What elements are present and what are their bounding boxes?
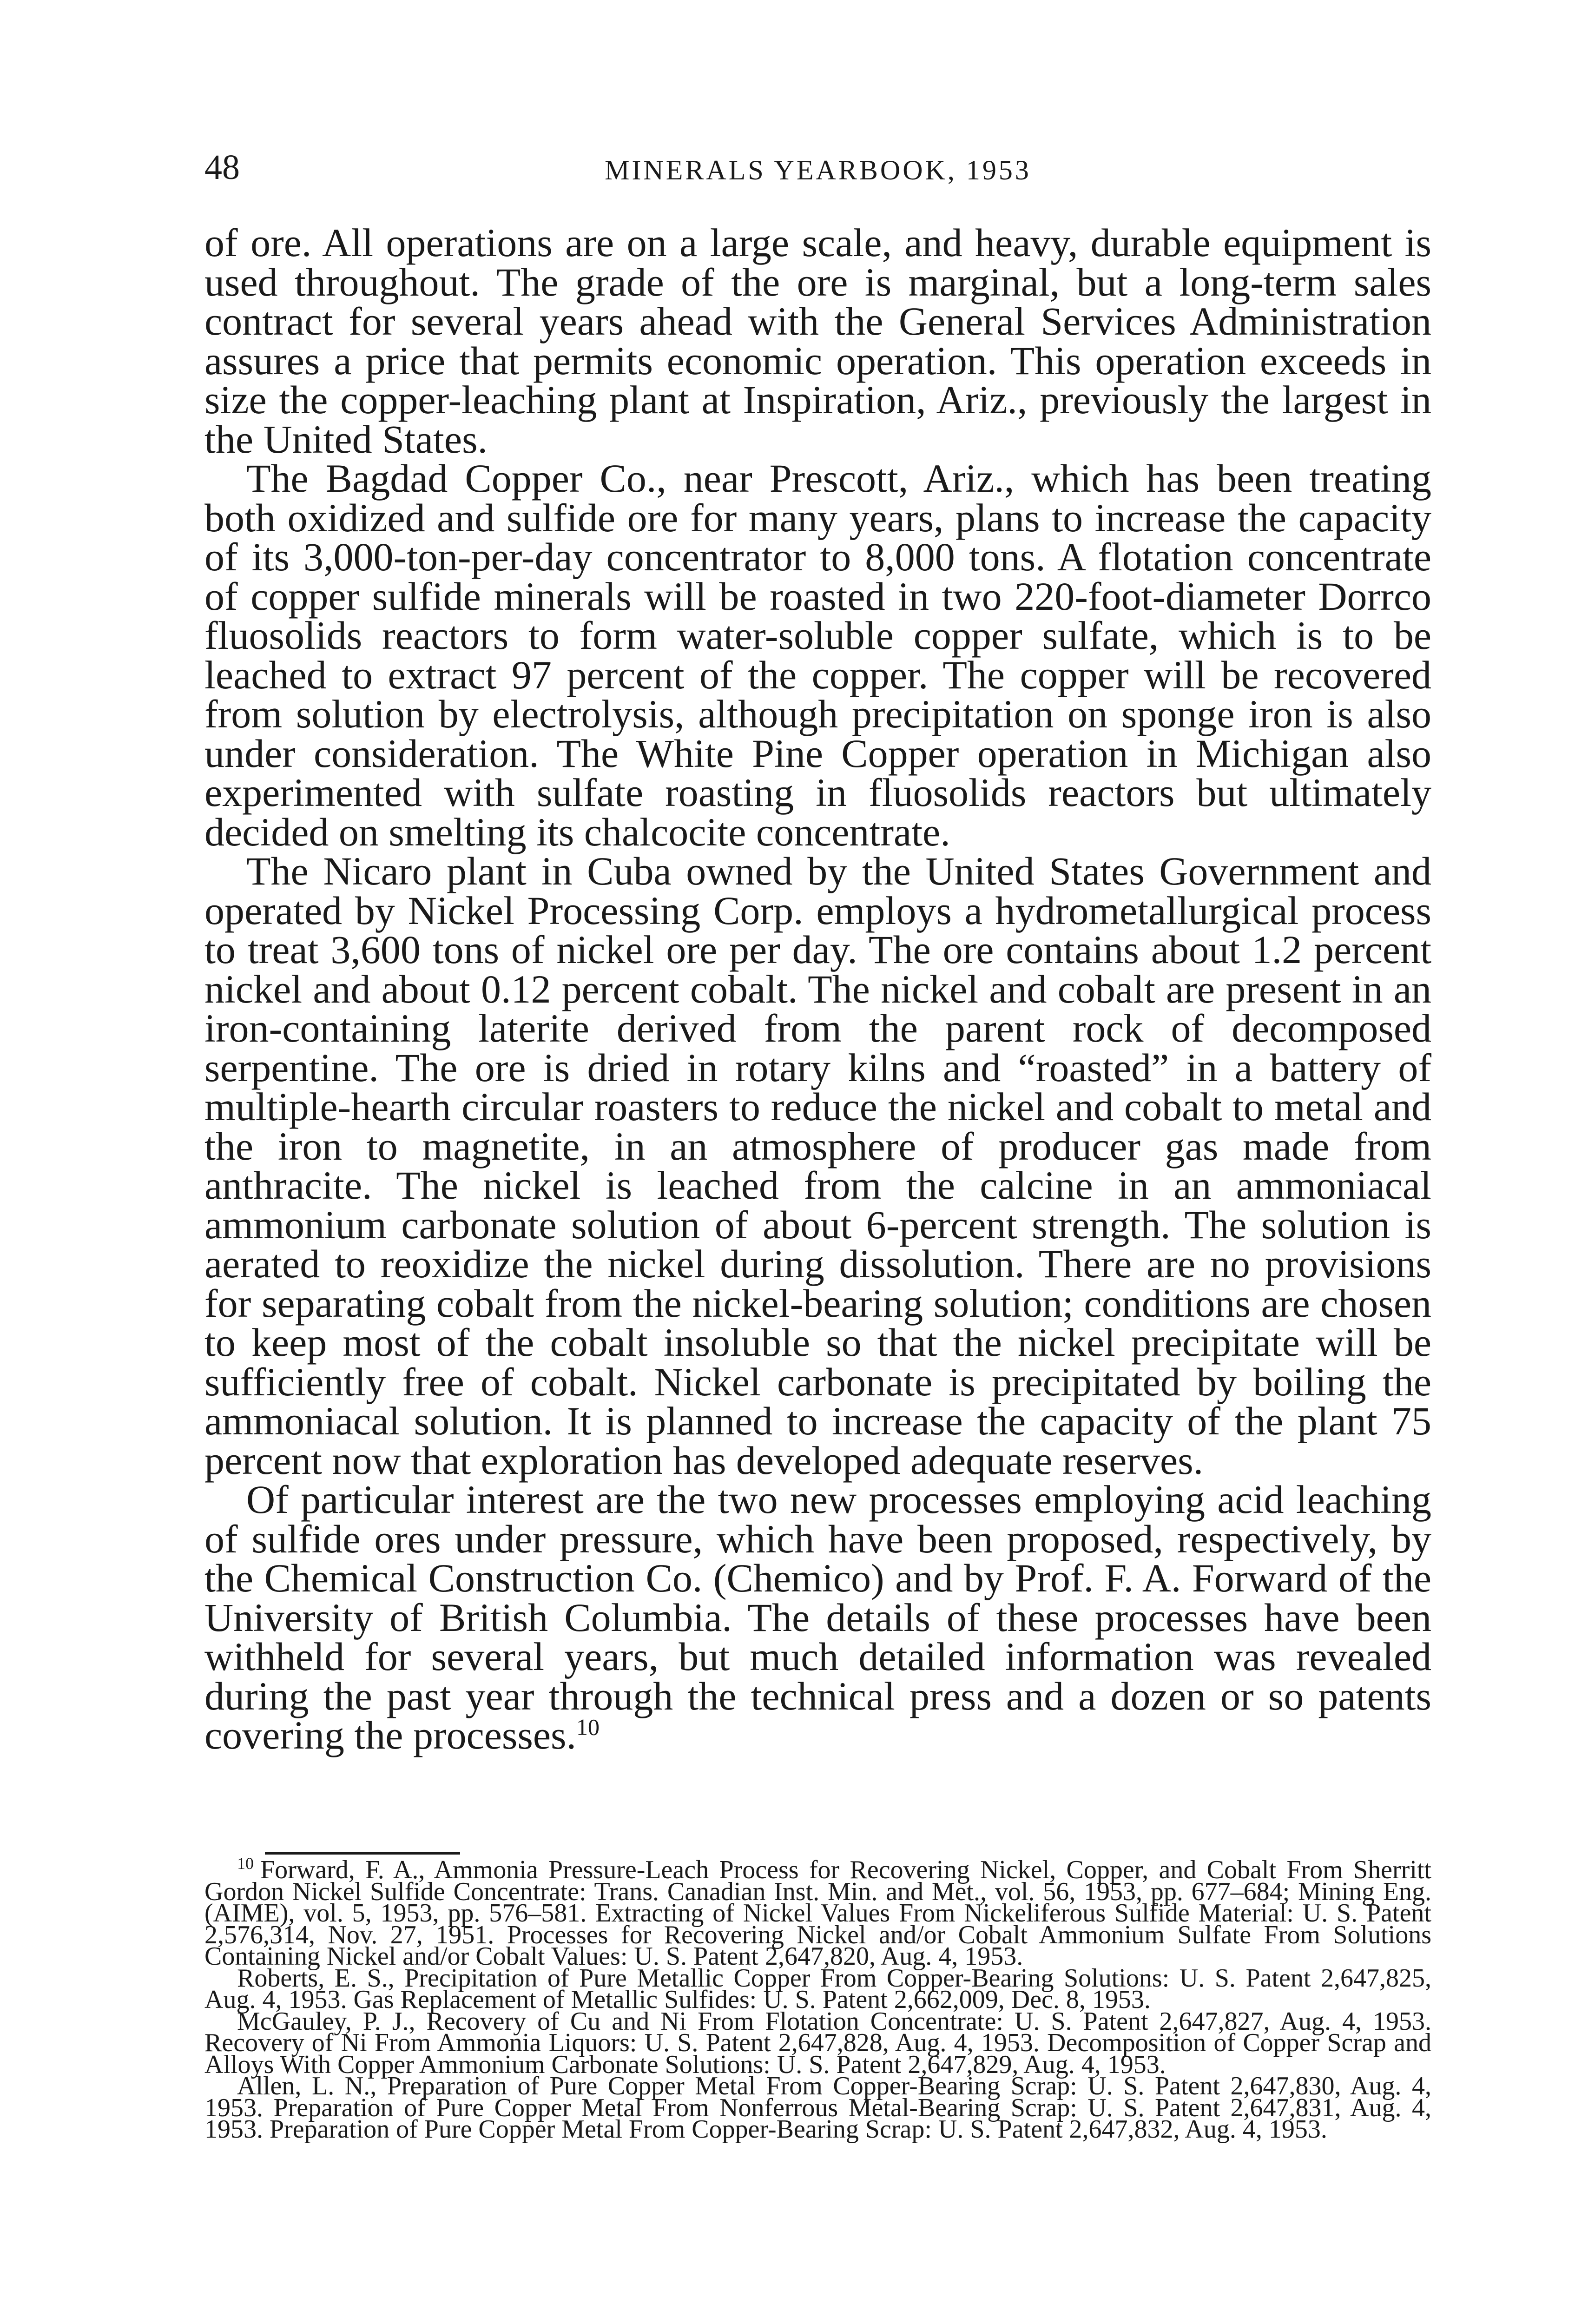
running-title: MINERALS YEARBOOK, 1953	[605, 155, 1031, 185]
footnote-divider	[265, 1852, 460, 1855]
footnote-mcgauley: McGauley, P. J., Recovery of Cu and Ni From Flotation Concentrate: U. S. Patent 2,647,827, Aug. 4, 1953. Recovery of Ni From Ammonia Liquors: U. S. Patent 2,647,828, Aug. 4, 1953. Decomposition of Copper Scrap and Alloys With Copper Ammonium Carbonate Solutions: U. S. Patent 2,647,829, Aug. 4, 1953.	[204, 2007, 1431, 2079]
footnote-allen: Allen, L. N., Preparation of Pure Copper Metal From Copper-Bearing Scrap: U. S. Patent 2,647,830, Aug. 4, 1953. Preparation of Pure Copper Metal From Nonferrous Metal-Bearing Scrap: U. S. Patent 2,647,831, Aug. 4, 1953. Preparation of Pure Copper Metal From Copper-Bearing Scrap: U. S. Patent 2,647,832, Aug. 4, 1953.	[204, 2072, 1431, 2144]
body-text	[204, 220, 1431, 1757]
paragraph-acid-leaching	[204, 1477, 1431, 1757]
footnote-reference: 10	[576, 1714, 600, 1740]
paragraph-nicaro-plant: The Nicaro plant in Cuba owned by the United States Government and operated by Nickel Processing Corp. employs a hydrometallurgical process to treat 3,600 tons of nickel ore per day. The ore contains about 1.2 percent nickel and about 0.12 percent cobalt. The nickel and cobalt are present in an iron-containing laterite derived from the parent rock of decomposed serpentine. The ore is dried in rotary kilns and “roasted” in a battery of multiple-hearth circular roasters to reduce the nickel and cobalt to metal and the iron to magnetite, in an atmosphere of producer gas made from anthracite. The nickel is leached from the calcine in an ammoniacal ammonium carbonate solution of about 6-percent strength. The solution is aerated to reoxidize the nickel during dissolution. There are no provisions for separating cobalt from the nickel-bearing solution; conditions are chosen to keep most of the cobalt insoluble so that the nickel precipitate will be sufficiently free of cobalt. Nickel carbonate is precipitated by boiling the ammoniacal solution. It is planned to increase the capacity of the plant 75 percent now that exploration has developed adequate reserves.	[204, 849, 1431, 1483]
footnote-forward	[204, 1854, 1431, 1971]
footnote-roberts: Roberts, E. S., Precipitation of Pure Metallic Copper From Copper-Bearing Solutions: U. S. Patent 2,647,825, Aug. 4, 1953. Gas Replacement of Metallic Sulfides: U. S. Patent 2,662,009, Dec. 8, 1953.	[204, 1963, 1431, 2014]
footnote-forward-text: Forward, F. A., Ammonia Pressure-Leach Process for Recovering Nickel, Copper, and Cobalt From Sherritt Gordon Nickel Sulfide Concentrate: Trans. Canadian Inst. Min. and Met., vol. 56, 1953, pp. 677–684; Mining Eng. (AIME), vol. 5, 1953, pp. 576–581. Extracting of Nickel Values From Nickeliferous Sulfide Material: U. S. Patent 2,576,314, Nov. 27, 1951. Processes for Recovering Nickel and/or Cobalt Ammonium Sulfate From Solutions Containing Nickel and/or Cobalt Values: U. S. Patent 2,647,820, Aug. 4, 1953.	[204, 1855, 1431, 1971]
footnote-marker: 10	[237, 1854, 254, 1873]
running-head	[204, 144, 1431, 195]
paragraph-ore-operations: of ore. All operations are on a large scale, and heavy, durable equipment is used throughout. The grade of the ore is marginal, but a long-term sales contract for several years ahead with the General Services Administration assures a price that permits economic operation. This operation exceeds in size the copper-leaching plant at Inspiration, Ariz., previously the largest in the United States.	[204, 220, 1431, 462]
page-number: 48	[204, 148, 240, 187]
paragraph-acid-leaching-text: Of particular interest are the two new processes employing acid leaching of sulfide ores under pressure, which have been proposed, respectively, by the Chemical Construction Co. (Chemico) and by Prof. F. A. Forward of the University of British Columbia. The details of these processes have been withheld for several years, but much detailed information was revealed during the past year through the technical press and a dozen or so patents covering the processes.	[204, 1477, 1431, 1757]
paragraph-bagdad-copper: The Bagdad Copper Co., near Prescott, Ariz., which has been treating both oxidized and sulfide ore for many years, plans to increase the capacity of its 3,000-ton-per-day concentrator to 8,000 tons. A flotation concentrate of copper sulfide minerals will be roasted in two 220-foot-diameter Dorrco fluosolids reactors to form water-soluble copper sulfate, which is to be leached to extract 97 percent of the copper. The copper will be recovered from solution by electrolysis, although precipitation on sponge iron is also under consideration. The White Pine Copper operation in Michigan also experimented with sulfate roasting in fluosolids reactors but ultimately decided on smelting its chalcocite concentrate.	[204, 456, 1431, 854]
footnotes	[204, 1854, 1431, 2144]
